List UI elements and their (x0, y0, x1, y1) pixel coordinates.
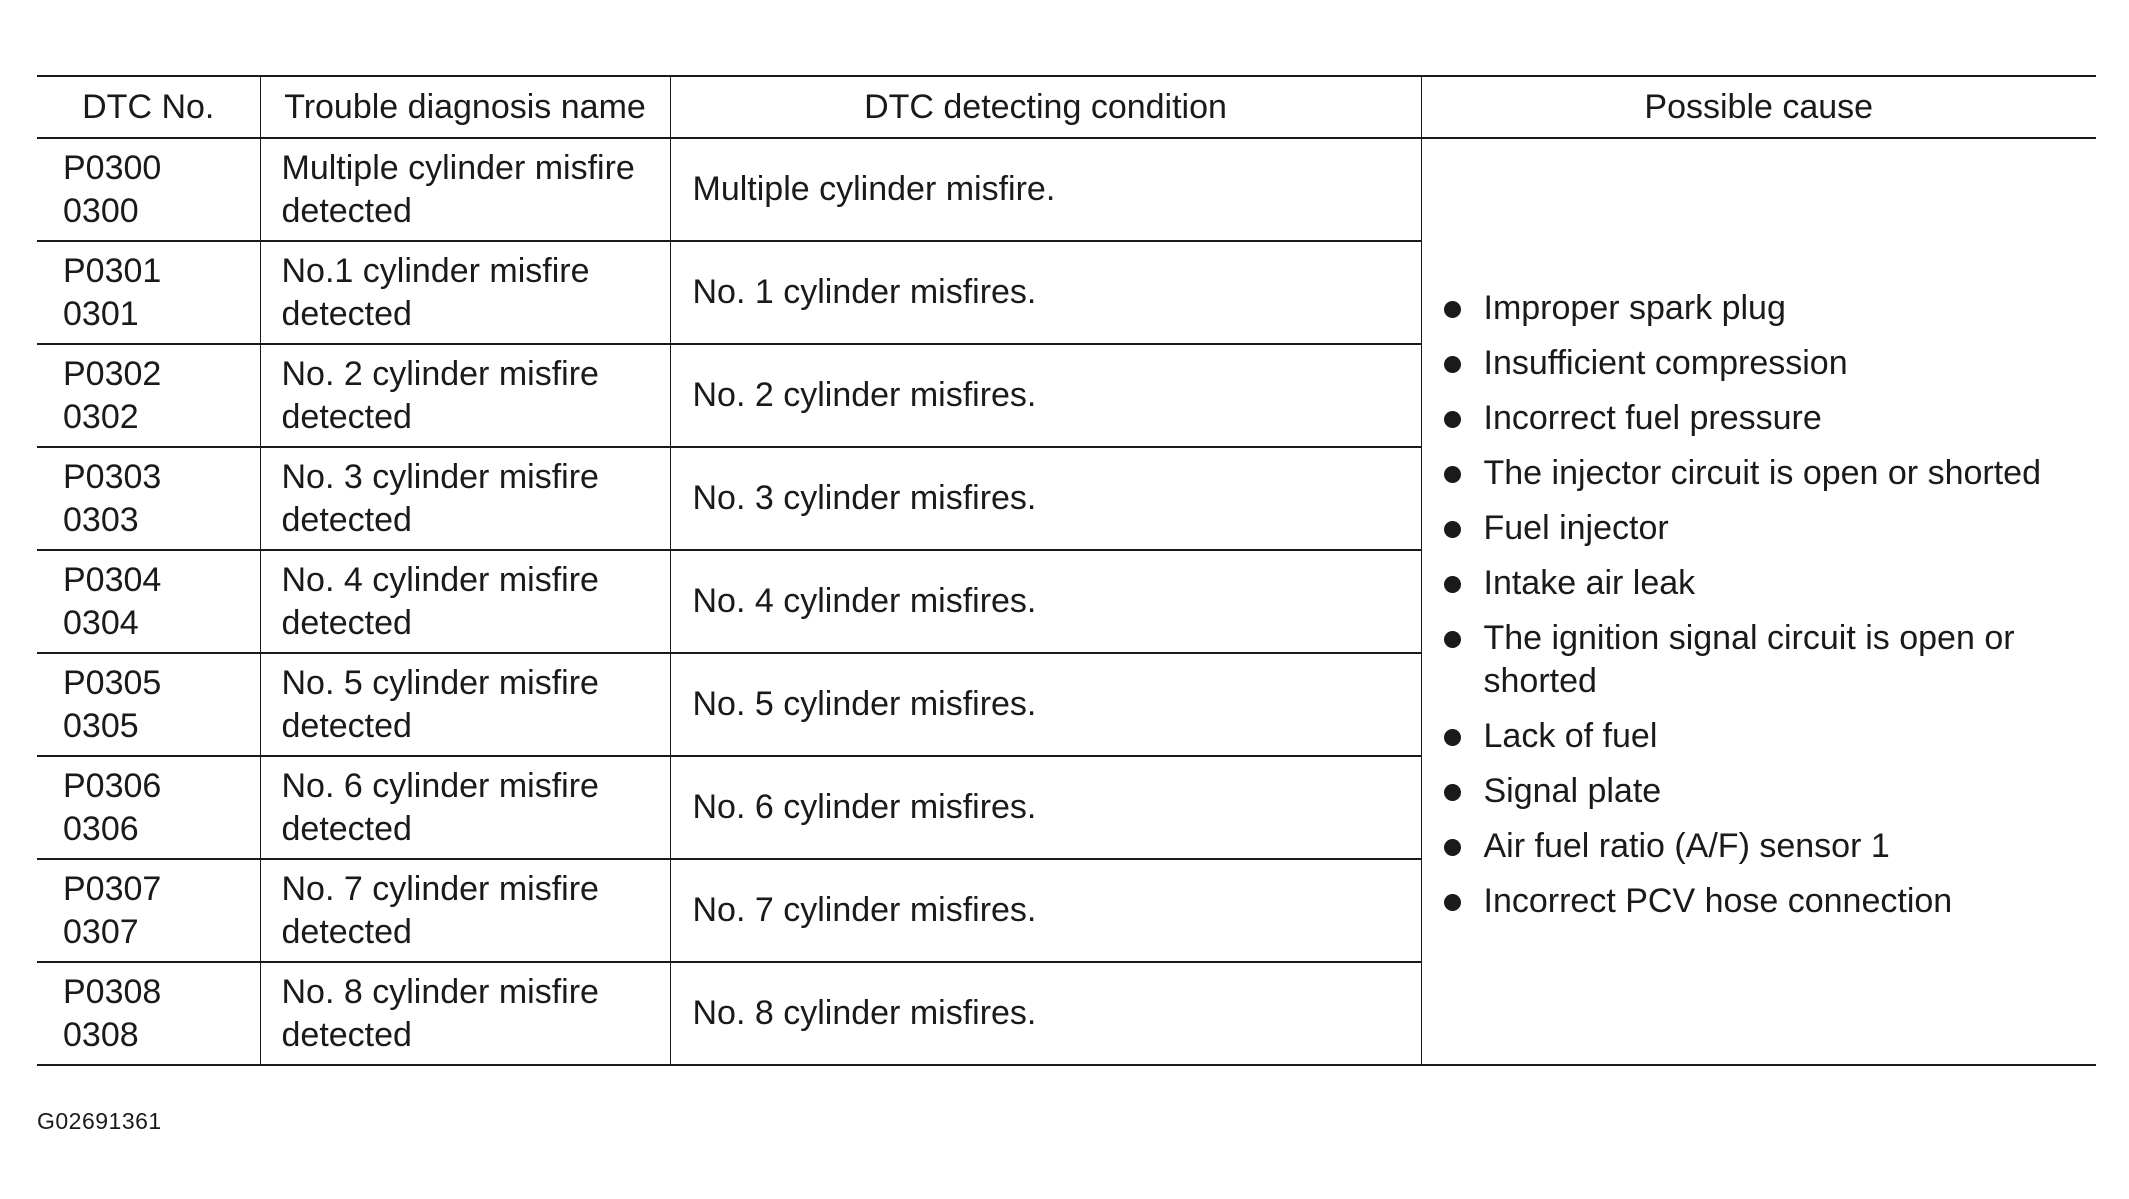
bullet-icon (1444, 631, 1461, 648)
cause-text: The ignition signal circuit is open or shorted (1483, 619, 2015, 700)
detecting-condition-cell: No. 8 cylinder misfires. (670, 962, 1421, 1065)
diagnosis-name-cell (260, 962, 670, 1065)
detecting-condition-cell: No. 3 cylinder misfires. (670, 447, 1421, 550)
bullet-icon (1444, 301, 1461, 318)
bullet-icon (1444, 784, 1461, 801)
dtc-code: P0301 (63, 251, 162, 290)
dtc-code-cell (37, 653, 260, 756)
dtc-code: P0305 (63, 663, 162, 702)
diagnosis-name-line: No. 8 cylinder misfire (281, 972, 599, 1011)
cause-text: Signal plate (1483, 772, 1662, 810)
diagnosis-name-line: No. 3 cylinder misfire (281, 457, 599, 496)
diagnosis-name-line: No. 7 cylinder misfire (281, 869, 599, 908)
diagnosis-name-cell (260, 653, 670, 756)
header-possible-cause: Possible cause (1421, 76, 2096, 138)
diagnosis-name-line: detected (281, 706, 412, 745)
dtc-code: P0308 (63, 972, 162, 1011)
diagnosis-name-line: No.1 cylinder misfire (281, 251, 590, 290)
diagnosis-name-line: Multiple cylinder misfire (281, 148, 635, 187)
table-header-row (37, 76, 2096, 138)
dtc-code-cell (37, 962, 260, 1065)
dtc-table (37, 75, 2096, 1066)
dtc-alt-code: 0303 (63, 500, 139, 539)
detecting-condition-cell: No. 2 cylinder misfires. (670, 344, 1421, 447)
diagnosis-name-line: detected (281, 1015, 412, 1054)
detecting-condition-cell: No. 6 cylinder misfires. (670, 756, 1421, 859)
dtc-code: P0307 (63, 869, 162, 908)
diagnosis-name-line: detected (281, 912, 412, 951)
dtc-table-container (37, 75, 2096, 1066)
diagnosis-name-line: detected (281, 294, 412, 333)
diagnosis-name-line: detected (281, 397, 412, 436)
list-item (1442, 617, 2085, 703)
table-row (37, 138, 2096, 241)
bullet-icon (1444, 894, 1461, 911)
bullet-icon (1444, 356, 1461, 373)
bullet-icon (1444, 839, 1461, 856)
dtc-code-cell (37, 447, 260, 550)
diagnosis-name-cell (260, 550, 670, 653)
bullet-icon (1444, 466, 1461, 483)
diagnosis-name-line: No. 2 cylinder misfire (281, 354, 599, 393)
dtc-alt-code: 0308 (63, 1015, 139, 1054)
cause-text: Incorrect fuel pressure (1483, 399, 1822, 437)
bullet-icon (1444, 576, 1461, 593)
bullet-icon (1444, 521, 1461, 538)
diagnosis-name-line: No. 5 cylinder misfire (281, 663, 599, 702)
dtc-alt-code: 0307 (63, 912, 139, 951)
cause-text: Improper spark plug (1483, 289, 1786, 327)
diagnosis-name-cell (260, 756, 670, 859)
detecting-condition-cell: No. 7 cylinder misfires. (670, 859, 1421, 962)
dtc-code: P0302 (63, 354, 162, 393)
dtc-alt-code: 0305 (63, 706, 139, 745)
detecting-condition-cell: Multiple cylinder misfire. (670, 138, 1421, 241)
diagnosis-name-line: detected (281, 603, 412, 642)
dtc-alt-code: 0302 (63, 397, 139, 436)
diagnosis-name-line: No. 6 cylinder misfire (281, 766, 599, 805)
list-item (1442, 452, 2085, 495)
list-item (1442, 825, 2085, 868)
dtc-code-cell (37, 550, 260, 653)
diagnosis-name-line: detected (281, 500, 412, 539)
diagnosis-name-cell (260, 344, 670, 447)
dtc-code-cell (37, 241, 260, 344)
cause-text: The injector circuit is open or shorted (1483, 454, 2041, 492)
cause-text: Lack of fuel (1483, 717, 1658, 755)
diagnosis-name-cell (260, 241, 670, 344)
detecting-condition-cell: No. 5 cylinder misfires. (670, 653, 1421, 756)
header-dtc-no: DTC No. (37, 76, 260, 138)
dtc-code-cell (37, 756, 260, 859)
dtc-code: P0306 (63, 766, 162, 805)
diagnosis-name-line: detected (281, 191, 412, 230)
dtc-alt-code: 0301 (63, 294, 139, 333)
cause-text: Air fuel ratio (A/F) sensor 1 (1483, 827, 1890, 865)
possible-cause-list (1442, 287, 2085, 923)
list-item (1442, 880, 2085, 923)
diagnosis-name-line: detected (281, 809, 412, 848)
cause-text: Intake air leak (1483, 564, 1696, 602)
diagnosis-name-cell (260, 138, 670, 241)
list-item (1442, 562, 2085, 605)
bullet-icon (1444, 411, 1461, 428)
dtc-alt-code: 0304 (63, 603, 139, 642)
dtc-code: P0304 (63, 560, 162, 599)
dtc-code: P0300 (63, 148, 162, 187)
dtc-code-cell (37, 344, 260, 447)
diagnosis-name-cell (260, 859, 670, 962)
dtc-code-cell (37, 859, 260, 962)
figure-id: G02691361 (37, 1108, 162, 1134)
detecting-condition-cell: No. 1 cylinder misfires. (670, 241, 1421, 344)
dtc-code: P0303 (63, 457, 162, 496)
dtc-code-cell (37, 138, 260, 241)
cause-text: Insufficient compression (1483, 344, 1848, 382)
possible-cause-cell (1421, 138, 2096, 1065)
dtc-alt-code: 0306 (63, 809, 139, 848)
detecting-condition-cell: No. 4 cylinder misfires. (670, 550, 1421, 653)
bullet-icon (1444, 729, 1461, 746)
header-dtc-detecting-condition: DTC detecting condition (670, 76, 1421, 138)
diagnosis-name-line: No. 4 cylinder misfire (281, 560, 599, 599)
diagnosis-name-cell (260, 447, 670, 550)
header-trouble-diagnosis-name: Trouble diagnosis name (260, 76, 670, 138)
list-item (1442, 342, 2085, 385)
cause-text: Fuel injector (1483, 509, 1669, 547)
list-item (1442, 715, 2085, 758)
cause-text: Incorrect PCV hose connection (1483, 882, 1953, 920)
list-item (1442, 287, 2085, 330)
list-item (1442, 507, 2085, 550)
list-item (1442, 397, 2085, 440)
dtc-alt-code: 0300 (63, 191, 139, 230)
list-item (1442, 770, 2085, 813)
